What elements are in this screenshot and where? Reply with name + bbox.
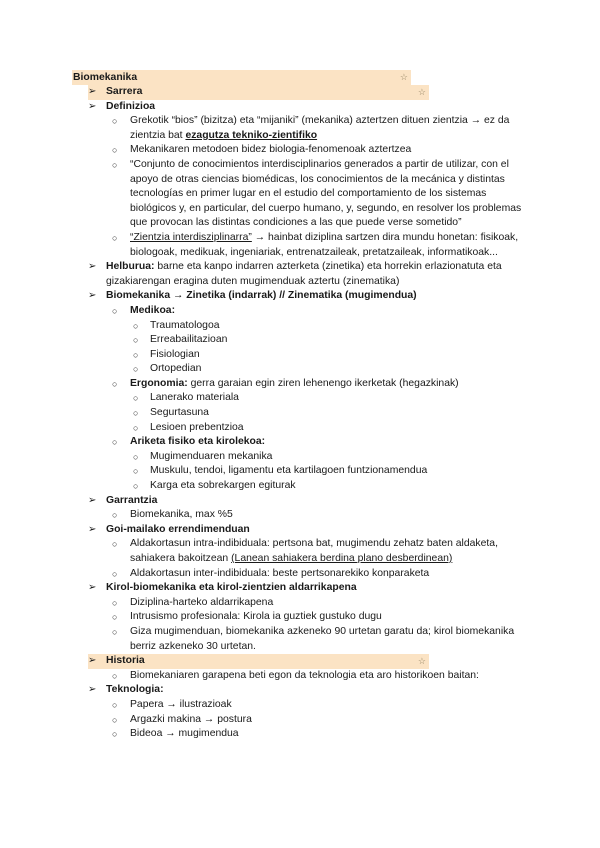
- square-bullet-icon: ○: [133, 349, 139, 360]
- list-item: ○ Aldakortasun intra-indibiduala: pertsona bat, mugimendu zehatz baten aldaketa, sahiakera bakoitzean (Lanean sahiakera berdina plano desberdinean): [112, 538, 498, 564]
- list-item: ○ Lanerako materiala: [131, 391, 600, 406]
- doc-title: [72, 70, 411, 85]
- circle-bullet-icon: ○: [112, 699, 118, 710]
- subheading-medikoa: ○ Medikoa:: [110, 304, 600, 319]
- list-item: ○ “Zientzia interdisziplinarra” → hainbat diziplina sartzen dira mundu honetan: fisikoak, biologoak, medikuak, ingeniariak, entrenatzaileak, pretatzaileak, informatikoak...: [112, 231, 519, 258]
- document-page: [0, 70, 600, 742]
- list-item: ○ Papera → ilustrazioak: [110, 698, 600, 713]
- circle-bullet-icon: ○: [112, 378, 118, 389]
- underlined-term: (Lanean sahiakera berdina plano desberdinean): [231, 553, 453, 564]
- heading-definizioa: [88, 100, 600, 115]
- list-item: ○ Biomekanika, max %5: [110, 508, 600, 523]
- arrow-bullet-icon: ➢: [88, 582, 97, 594]
- square-bullet-icon: ○: [133, 320, 139, 331]
- square-bullet-icon: ○: [133, 481, 139, 492]
- list-item: ○ Argazki makina → postura: [110, 713, 600, 728]
- arrow-bullet-icon: ➢: [88, 261, 97, 273]
- circle-bullet-icon: ○: [112, 437, 118, 448]
- arrow-bullet-icon: ➢: [88, 100, 97, 112]
- star-icon[interactable]: ☆: [399, 72, 408, 82]
- square-bullet-icon: ○: [133, 393, 139, 404]
- circle-bullet-icon: ○: [112, 232, 118, 243]
- heading-garrantzia: ➢ Garrantzia: [88, 494, 600, 509]
- list-item: ○ Lesioen prebentzioa: [131, 421, 600, 436]
- definizioa-label: Definizioa: [106, 100, 156, 112]
- circle-bullet-icon: ○: [112, 612, 118, 623]
- heading-historia: ➢ Historia ☆: [88, 654, 429, 669]
- subheading-ariketa: ○ Ariketa fisiko eta kirolekoa:: [110, 435, 600, 450]
- star-icon[interactable]: ☆: [417, 656, 426, 667]
- underlined-term: “Zientzia interdisziplinarra”: [130, 231, 252, 243]
- list-item: ○ Grekotik “bios” (bizitza) eta “mijaniki” (mekanika) aztertzen dituen zientzia → ez da zientzia bat ezagutza tekniko-zientifiko: [112, 115, 510, 141]
- circle-bullet-icon: ○: [112, 305, 118, 316]
- square-bullet-icon: ○: [133, 451, 139, 462]
- list-item: ○ Traumatologoa: [131, 319, 600, 334]
- list-item: ○ “Conjunto de conocimientos interdisciplinarios generados a partir de utilizar, con el apoyo de otras ciencias biomédicas, los conocimientos de la mecánica y distintas tecnologías en primer lugar en el estudio del comportamiento de los sistemas biológicos y, en particular, del cuerpo humano, y, segundo, en resolver los problemas que provocan las distintas condiciones a las que puede verse sometido”: [112, 158, 522, 229]
- arrow-bullet-icon: ➢: [88, 290, 97, 302]
- list-item: ○ Diziplina-harteko aldarrikapena: [110, 596, 600, 611]
- circle-bullet-icon: ○: [112, 116, 118, 127]
- list-item: ○ Mugimenduaren mekanika: [131, 450, 600, 465]
- arrow-bullet-icon: ➢: [88, 655, 97, 667]
- circle-bullet-icon: ○: [112, 714, 118, 725]
- circle-bullet-icon: ○: [112, 626, 118, 637]
- list-item: ○ Fisiologian: [131, 348, 600, 363]
- list-item: ○ Intrusismo profesionala: Kirola ia guztiek gustuko dugu: [110, 610, 600, 625]
- heading-kirol: ➢ Kirol-biomekanika eta kirol-zientzien aldarrikapena: [88, 581, 600, 596]
- arrow-bullet-icon: ➢: [88, 494, 97, 506]
- square-bullet-icon: ○: [133, 335, 139, 346]
- circle-bullet-icon: ○: [112, 510, 118, 521]
- square-bullet-icon: ○: [133, 364, 139, 375]
- circle-bullet-icon: ○: [112, 145, 118, 156]
- title-text: Biomekanika: [73, 72, 138, 83]
- circle-bullet-icon: ○: [112, 597, 118, 608]
- list-item: ○ Erreabailitazioan: [131, 333, 600, 348]
- circle-bullet-icon: ○: [112, 729, 118, 740]
- list-item: ○ Mekanikaren metodoen bidez biologia-fenomenoak aztertzea: [110, 143, 600, 158]
- heading-teknologia: ➢ Teknologia:: [88, 683, 600, 698]
- circle-bullet-icon: ○: [112, 539, 118, 550]
- list-item: ○ Biomekaniaren garapena beti egon da teknologia eta aro historikoen baitan:: [110, 669, 600, 684]
- circle-bullet-icon: ○: [112, 670, 118, 681]
- arrow-bullet-icon: ➢: [88, 86, 97, 97]
- star-icon[interactable]: ☆: [417, 87, 426, 97]
- list-item: ○ Karga eta sobrekargen egiturak: [131, 479, 600, 494]
- square-bullet-icon: ○: [133, 422, 139, 433]
- list-item: ○ Segurtasuna: [131, 406, 600, 421]
- subheading-ergonomia: ○ Ergonomia: gerra garaian egin ziren lehenengo ikerketak (hegazkinak): [110, 377, 600, 392]
- square-bullet-icon: ○: [133, 466, 139, 477]
- heading-sarrera: [88, 85, 429, 100]
- sarrera-label: Sarrera: [106, 86, 143, 97]
- heading-helburua: ➢ Helburua: barne eta kanpo indarren azterketa (zinetika) eta horrekin erlazionatuta eta gizakiarengan eragina duten mugimenduak aztertu (zinematika): [88, 261, 502, 287]
- arrow-bullet-icon: ➢: [88, 523, 97, 535]
- list-item: ○ Bideoa → mugimendua: [110, 727, 600, 742]
- underlined-term: ezagutza tekniko-zientifiko: [185, 129, 318, 141]
- list-item: ○ Ortopedian: [131, 362, 600, 377]
- heading-zinetika: ➢ Biomekanika → Zinetika (indarrak) // Zinematika (mugimendua): [88, 289, 600, 304]
- heading-goi-mailako: ➢ Goi-mailako errendimenduan: [88, 523, 600, 538]
- circle-bullet-icon: ○: [112, 568, 118, 579]
- circle-bullet-icon: ○: [112, 159, 118, 170]
- list-item: ○ Giza mugimenduan, biomekanika azkeneko 90 urtetan garatu da; kirol biomekanika berriz azkeneko 30 urtetan.: [112, 625, 515, 652]
- arrow-bullet-icon: ➢: [88, 684, 97, 696]
- list-item: ○ Muskulu, tendoi, ligamentu eta kartilagoen funtzionamendua: [131, 464, 600, 479]
- square-bullet-icon: ○: [133, 408, 139, 419]
- list-item: ○ Aldakortasun inter-indibiduala: beste pertsonarekiko konparaketa: [110, 567, 600, 582]
